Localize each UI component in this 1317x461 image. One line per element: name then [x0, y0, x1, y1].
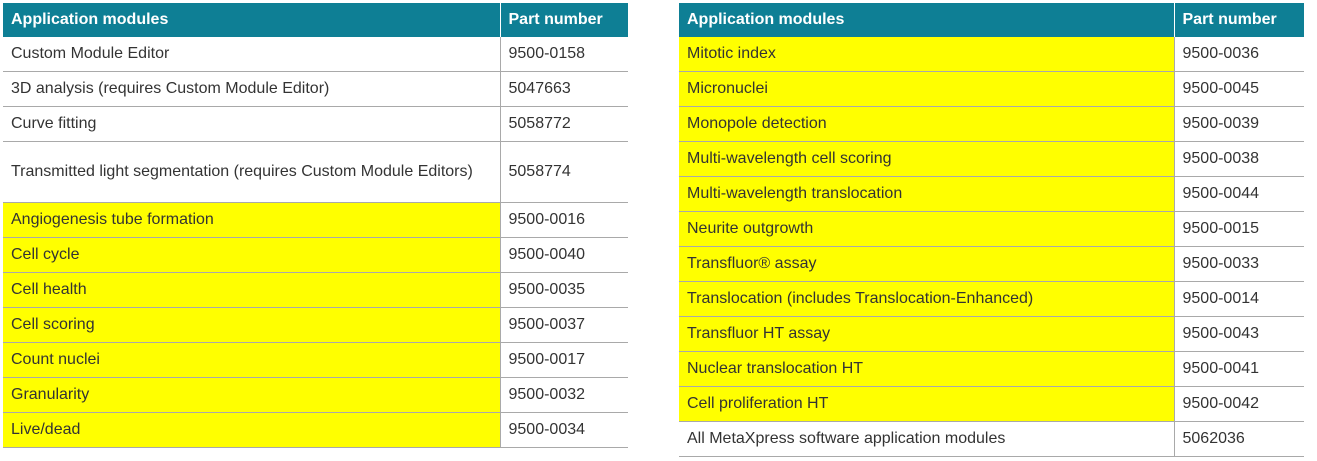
part-number-cell: 5047663	[500, 72, 628, 107]
module-name-cell: Multi-wavelength cell scoring	[679, 142, 1174, 177]
table-row	[679, 352, 1304, 387]
table-row	[679, 387, 1304, 422]
right-table-body	[679, 37, 1304, 457]
table-header-row	[3, 3, 628, 37]
module-name-cell: Angiogenesis tube formation	[3, 203, 500, 238]
table-row	[3, 308, 628, 343]
table-row	[3, 107, 628, 142]
column-header-modules: Application modules	[679, 3, 1174, 37]
module-name-cell: Cell proliferation HT	[679, 387, 1174, 422]
table-row	[3, 413, 628, 448]
table-row	[3, 343, 628, 378]
part-number-cell: 9500-0015	[1174, 212, 1304, 247]
module-name-cell: Cell health	[3, 273, 500, 308]
part-number-cell: 9500-0041	[1174, 352, 1304, 387]
module-name-cell: Granularity	[3, 378, 500, 413]
part-number-cell: 9500-0033	[1174, 247, 1304, 282]
table-row	[3, 37, 628, 72]
module-name-cell: Cell scoring	[3, 308, 500, 343]
part-number-cell: 9500-0016	[500, 203, 628, 238]
module-name-cell: Multi-wavelength translocation	[679, 177, 1174, 212]
table-row	[679, 422, 1304, 457]
module-name-cell: Count nuclei	[3, 343, 500, 378]
part-number-cell: 5058772	[500, 107, 628, 142]
module-name-cell: Neurite outgrowth	[679, 212, 1174, 247]
table-row	[3, 378, 628, 413]
module-name-cell: Custom Module Editor	[3, 37, 500, 72]
table-header-row	[679, 3, 1304, 37]
module-name-cell: Live/dead	[3, 413, 500, 448]
part-number-cell: 9500-0044	[1174, 177, 1304, 212]
table-row	[3, 72, 628, 107]
part-number-cell: 9500-0037	[500, 308, 628, 343]
part-number-cell: 9500-0042	[1174, 387, 1304, 422]
table-row	[679, 177, 1304, 212]
table-row	[679, 212, 1304, 247]
module-name-cell: Nuclear translocation HT	[679, 352, 1174, 387]
table-row	[3, 238, 628, 273]
module-name-cell: Cell cycle	[3, 238, 500, 273]
column-header-part-number: Part number	[500, 3, 628, 37]
column-header-modules: Application modules	[3, 3, 500, 37]
part-number-cell: 9500-0043	[1174, 317, 1304, 352]
table-row	[679, 37, 1304, 72]
module-name-cell: Curve fitting	[3, 107, 500, 142]
module-name-cell: 3D analysis (requires Custom Module Editor)	[3, 72, 500, 107]
part-number-cell: 9500-0040	[500, 238, 628, 273]
table-row	[679, 107, 1304, 142]
module-name-cell: Micronuclei	[679, 72, 1174, 107]
module-name-cell: Transfluor HT assay	[679, 317, 1174, 352]
module-name-cell: Transmitted light segmentation (requires Custom Module Editors)	[3, 142, 500, 203]
table-row	[679, 317, 1304, 352]
part-number-cell: 5062036	[1174, 422, 1304, 457]
part-number-cell: 9500-0014	[1174, 282, 1304, 317]
part-number-cell: 9500-0039	[1174, 107, 1304, 142]
column-header-part-number: Part number	[1174, 3, 1304, 37]
right-modules-table	[679, 3, 1304, 457]
left-modules-table	[3, 3, 628, 448]
table-row	[3, 203, 628, 238]
table-row	[3, 273, 628, 308]
module-name-cell: Transfluor® assay	[679, 247, 1174, 282]
table-row	[3, 142, 628, 203]
module-name-cell: Mitotic index	[679, 37, 1174, 72]
table-row	[679, 142, 1304, 177]
part-number-cell: 9500-0017	[500, 343, 628, 378]
module-name-cell: Monopole detection	[679, 107, 1174, 142]
part-number-cell: 9500-0034	[500, 413, 628, 448]
module-name-cell: Translocation (includes Translocation-Enhanced)	[679, 282, 1174, 317]
part-number-cell: 9500-0038	[1174, 142, 1304, 177]
table-row	[679, 282, 1304, 317]
module-name-cell: All MetaXpress software application modules	[679, 422, 1174, 457]
part-number-cell: 9500-0036	[1174, 37, 1304, 72]
part-number-cell: 9500-0045	[1174, 72, 1304, 107]
table-row	[679, 247, 1304, 282]
part-number-cell: 5058774	[500, 142, 628, 203]
table-row	[679, 72, 1304, 107]
left-table-body	[3, 37, 628, 448]
part-number-cell: 9500-0158	[500, 37, 628, 72]
part-number-cell: 9500-0032	[500, 378, 628, 413]
part-number-cell: 9500-0035	[500, 273, 628, 308]
